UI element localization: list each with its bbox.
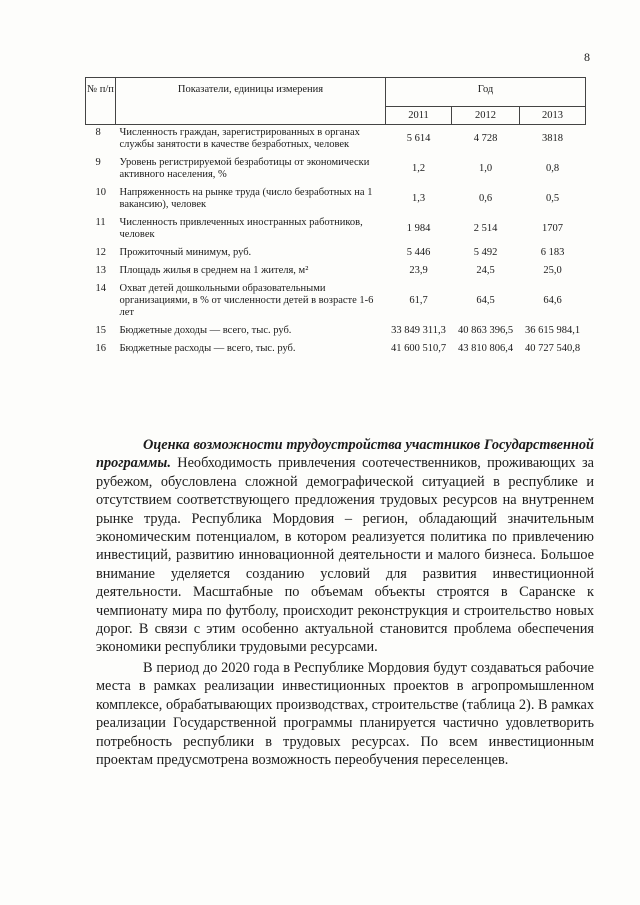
row-indicator: Уровень регистрируемой безработицы от экономически активного населения, % <box>119 157 370 180</box>
row-value-2011: 5 446 <box>406 247 431 258</box>
row-value-2011: 41 600 510,7 <box>390 343 447 354</box>
row-indicator: Численность привлеченных иностранных работников, человек <box>119 217 363 240</box>
paragraph-employment-assessment <box>96 436 594 657</box>
row-value-2013: 0,5 <box>545 193 560 204</box>
paragraph-job-creation: В период до 2020 года в Республике Мордовия будут создаваться рабочие места в рамках реализации инвестиционных проектов в агропромышленном комплексе, обрабатывающих производствах, строительстве (таблица 2). В рамках реализации Государственной программы планируется частично удовлетворить потребность республики в трудовых ресурсах. По всем инвестиционным проектам предусмотрена возможность переобучения переселенцев. <box>96 659 594 768</box>
row-value-2011: 1,2 <box>411 163 426 174</box>
row-value-2011: 1,3 <box>411 193 426 204</box>
header-year-2012: 2012 <box>452 107 520 125</box>
header-number: № п/п <box>86 78 116 125</box>
row-number: 16 <box>95 343 106 354</box>
body-text <box>96 436 594 769</box>
indicators-table <box>85 77 586 358</box>
row-indicator: Бюджетные доходы — всего, тыс. руб. <box>119 325 292 336</box>
row-value-2012: 2 514 <box>473 223 498 234</box>
table-row <box>86 184 586 214</box>
row-number: 15 <box>95 325 106 336</box>
row-value-2012: 40 863 396,5 <box>457 325 514 336</box>
row-indicator: Охват детей дошкольными образовательными организациями, в % от численности детей в возрасте 1-6 лет <box>119 283 374 318</box>
row-value-2012: 4 728 <box>473 133 498 144</box>
row-indicator: Бюджетные расходы — всего, тыс. руб. <box>119 343 296 354</box>
table-row <box>86 340 586 358</box>
row-value-2013: 25,0 <box>543 265 562 276</box>
table-row <box>86 154 586 184</box>
table-row <box>86 125 586 155</box>
row-value-2013: 40 727 540,8 <box>524 343 581 354</box>
table-row <box>86 262 586 280</box>
table-row <box>86 280 586 322</box>
header-indicator: Показатели, единицы измерения <box>116 78 386 125</box>
row-number: 12 <box>95 247 106 258</box>
row-value-2012: 64,5 <box>476 295 495 306</box>
header-year-2011: 2011 <box>386 107 452 125</box>
table-row <box>86 244 586 262</box>
row-value-2013: 0,8 <box>545 163 560 174</box>
row-value-2012: 0,6 <box>478 193 493 204</box>
table-row <box>86 214 586 244</box>
row-value-2012: 5 492 <box>473 247 498 258</box>
row-value-2011: 23,9 <box>409 265 428 276</box>
row-value-2013: 1707 <box>542 223 564 234</box>
row-number: 9 <box>95 157 101 168</box>
paragraph-heading: Оценка возможности трудоустройства участников Государственной программы. <box>96 437 594 472</box>
row-value-2013: 64,6 <box>543 295 562 306</box>
row-number: 13 <box>95 265 106 276</box>
header-year-2013: 2013 <box>520 107 586 125</box>
row-value-2013: 36 615 984,1 <box>524 325 581 336</box>
row-value-2013: 3818 <box>542 133 564 144</box>
row-indicator: Численность граждан, зарегистрированных в органах службы занятости в качестве безработных, человек <box>119 127 360 150</box>
row-value-2012: 43 810 806,4 <box>457 343 514 354</box>
paragraph-text: Необходимость привлечения соотечественников, проживающих за рубежом, обусловлена сложной демографической ситуацией в республике и отсутствием соответствующего предложения трудовых ресурсов на внутреннем рынке труда. Республика Мордовия – регион, обладающий значительным экономическим потенциалом, в котором реализуется политика по привлечению инвестиций, развитию инновационной деятельности и малого бизнеса. Большое внимание уделяется созданию условий для развития инвестиционной деятельности. Масштабные по объемам объекты строятся в Саранске к чемпионату мира по футболу, происходит реконструкция и строительство новых дорог. В связи с этим особенно актуальной становится проблема обеспечения экономики республики трудовыми ресурсами. <box>96 455 594 656</box>
row-indicator: Напряженность на рынке труда (число безработных на 1 вакансию), человек <box>119 187 373 210</box>
row-value-2011: 1 984 <box>406 223 431 234</box>
row-number: 8 <box>95 127 101 138</box>
row-number: 14 <box>95 283 106 294</box>
row-number: 10 <box>95 187 106 198</box>
table-row <box>86 322 586 340</box>
row-value-2011: 33 849 311,3 <box>391 325 446 336</box>
row-indicator: Площадь жилья в среднем на 1 жителя, м² <box>119 265 309 276</box>
row-value-2012: 24,5 <box>476 265 495 276</box>
page-number: 8 <box>584 50 590 64</box>
row-value-2011: 5 614 <box>406 133 431 144</box>
row-value-2012: 1,0 <box>478 163 493 174</box>
row-value-2013: 6 183 <box>540 247 565 258</box>
row-value-2011: 61,7 <box>409 295 428 306</box>
row-number: 11 <box>95 217 106 228</box>
header-year-group: Год <box>386 78 586 107</box>
row-indicator: Прожиточный минимум, руб. <box>119 247 252 258</box>
